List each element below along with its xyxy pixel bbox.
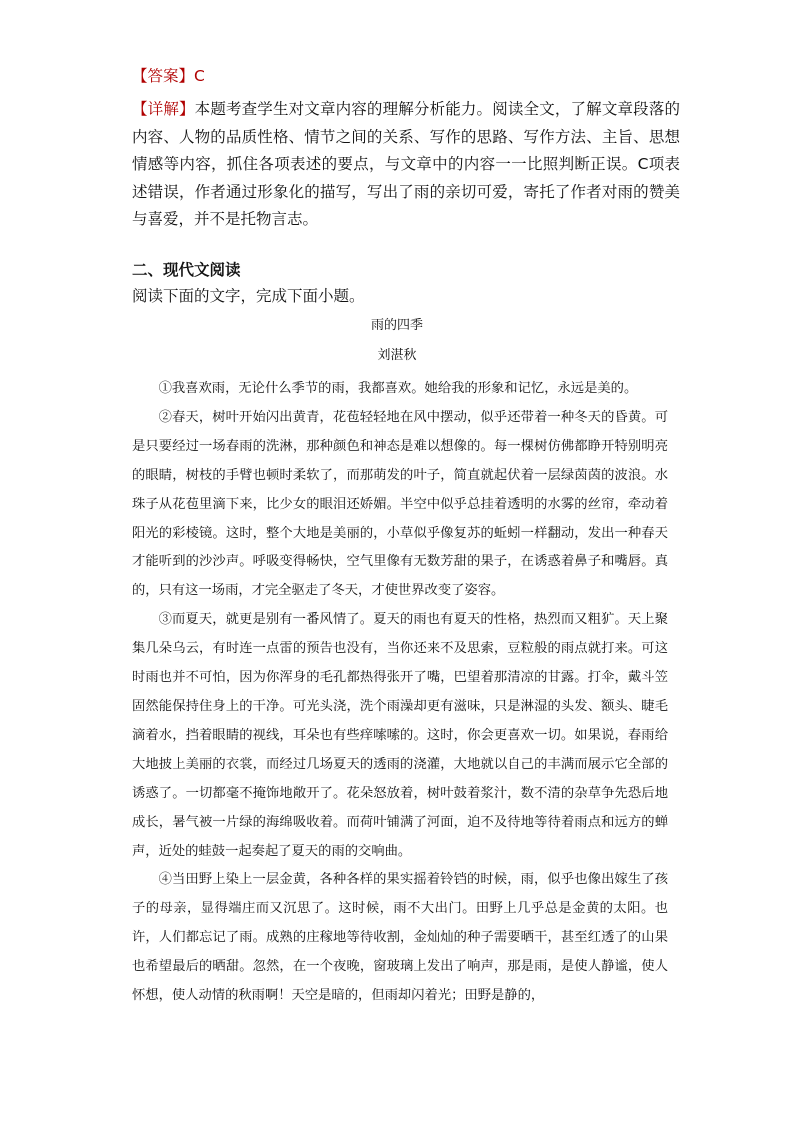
essay-paragraph-2: ②春天，树叶开始闪出黄青，花苞轻轻地在风中摆动，似乎还带着一种冬天的昏黄。可是只要经过一场春雨的洗淋，那种颜色和神态是难以想像的。每一棵树仿佛都睁开特别明亮的眼睛，树枝的手臂也顿时柔软了，而那萌发的叶子，简直就起伏着一层绿茵茵的波浪。水珠子从花苞里滴下来，比少女的眼泪还娇媚。半空中似乎总挂着透明的水雾的丝帘，牵动着阳光的彩棱镜。这时，整个大地是美丽的，小草似乎像复苏的蚯蚓一样翻动，发出一种春天才能听到的沙沙声。呼吸变得畅快，空气里像有无数芳甜的果子，在诱惑着鼻子和嘴唇。真的，只有这一场雨，才完全驱走了冬天，才使世界改变了姿容。	[132, 409, 668, 599]
essay-paragraph-3: ③而夏天，就更是别有一番风情了。夏天的雨也有夏天的性格，热烈而又粗犷。天上聚集几朵乌云，有时连一点雷的预告也没有，当你还来不及思索，豆粒般的雨点就打来。可这时雨也并不可怕，因为你浑身的毛孔都热得张开了嘴，巴望着那清凉的甘露。打伞，戴斗笠固然能保持住身上的干净。可光头浇，洗个雨澡却更有滋味，只是淋湿的头发、额头、睫毛滴着水，挡着眼睛的视线，耳朵也有些痒嗦嗦的。这时，你会更喜欢一切。如果说，春雨给大地披上美丽的衣裳，而经过几场夏天的透雨的浇灌，大地就以自己的丰满而展示它全部的诱惑了。一切都毫不掩饰地敞开了。花朵怒放着，树叶鼓着浆汁，数不清的杂草争先恐后地成长，暑气被一片绿的海绵吸收着。而荷叶铺满了河面，迫不及待地等待着雨点和远方的蝉声，近处的蛙鼓一起奏起了夏天的雨的交响曲。	[132, 612, 668, 859]
explanation-text: 本题考查学生对文章内容的理解分析能力。阅读全文，了解文章段落的内容、人物的品质性格、情节之间的关系、写作的思路、写作方法、主旨、思想情感等内容，抓住各项表述的要点，与文章中的内容一一比照判断正误。C项表述错误，作者通过形象化的描写，写出了雨的亲切可爱，寄托了作者对雨的赞美与喜爱，并不是托物言志。	[132, 100, 680, 228]
essay-paragraph-1: ①我喜欢雨，无论什么季节的雨，我都喜欢。她给我的形象和记忆，永远是美的。	[158, 381, 638, 396]
explanation-tag: 【详解】	[132, 100, 195, 118]
answer-value: C	[194, 67, 205, 85]
section-instruction: 阅读下面的文字，完成下面小题。	[132, 287, 365, 305]
explanation-paragraph	[132, 96, 680, 234]
essay-body	[132, 375, 668, 1011]
answer-line	[132, 64, 692, 88]
essay-title: 雨的四季	[370, 318, 423, 333]
answer-tag: 【答案】	[132, 67, 195, 85]
essay-author: 刘湛秋	[377, 348, 417, 363]
essay-paragraph-4: ④当田野上染上一层金黄，各种各样的果实摇着铃铛的时候，雨，似乎也像出嫁生了孩子的母亲，显得端庄而又沉思了。这时候，雨不大出门。田野上几乎总是金黄的太阳。也许，人们都忘记了雨。成熟的庄稼地等待收割，金灿灿的种子需要晒干，甚至红透了的山果也希望最后的晒甜。忽然，在一个夜晚，窗玻璃上发出了响声，那是雨，是使人静谧，使人怀想，使人动情的秋雨啊！天空是暗的，但雨却闪着光；田野是静的，	[132, 872, 668, 1004]
section-heading: 二、现代文阅读	[132, 261, 241, 279]
